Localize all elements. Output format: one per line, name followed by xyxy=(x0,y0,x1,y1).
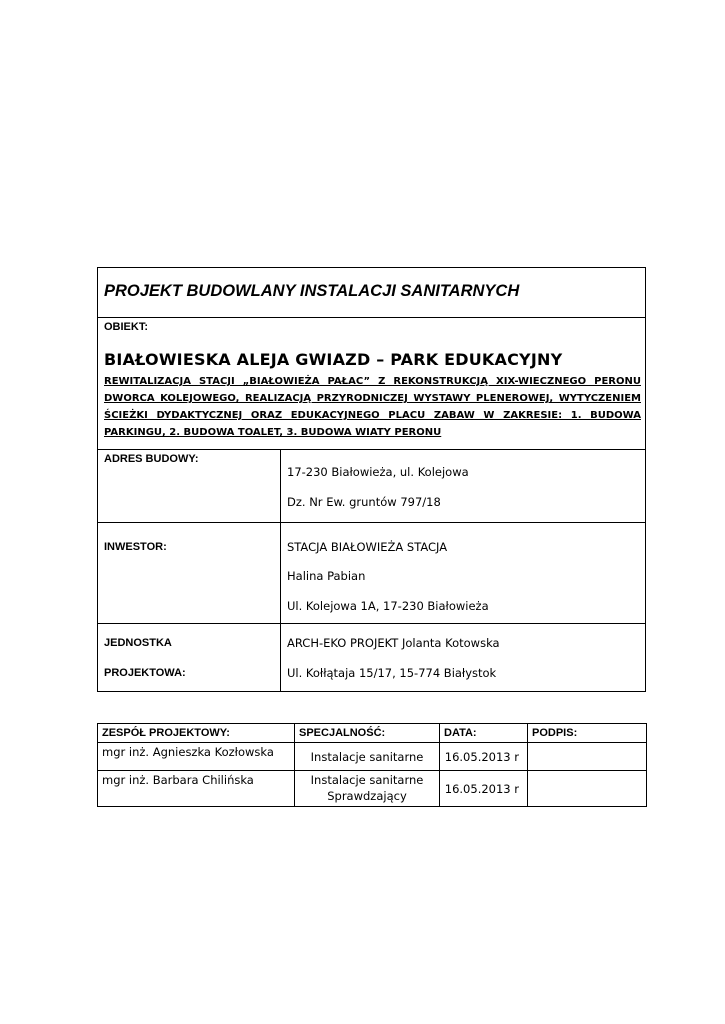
investor-label: INWESTOR: xyxy=(104,541,167,553)
address-line-2: Dz. Nr Ew. gruntów 797/18 xyxy=(287,495,441,509)
table-header-row xyxy=(98,724,647,743)
member-name: mgr inż. Agnieszka Kozłowska xyxy=(98,743,295,771)
design-team-table xyxy=(97,723,647,807)
header-signature: PODPIS: xyxy=(528,724,647,743)
divider xyxy=(98,623,645,624)
member-name: mgr inż. Barbara Chilińska xyxy=(98,771,295,807)
member-signature xyxy=(528,743,647,771)
project-info-box xyxy=(97,267,646,692)
design-unit-line-2: Ul. Kołłątaja 15/17, 15-774 Białystok xyxy=(287,666,497,680)
object-label: OBIEKT: xyxy=(104,321,148,333)
member-specialty xyxy=(295,743,440,771)
object-description: REWITALIZACJA STACJI „BIAŁOWIEŻA PAŁAC” Z REKONSTRUKCJĄ XIX-WIECZNEGO PERONU DWORCA KOLEJOWEGO, REALIZACJĄ PRZYRODNICZEJ WYSTAWY PLENEROWEJ, WYTYCZENIEM ŚCIEŻKI DYDAKTYCZNEJ ORAZ EDUKACYJNEGO PLACU ZABAW W ZAKRESIE: 1. BUDOWA PARKINGU, 2. BUDOWA TOALET, 3. BUDOWA WIATY PERONU xyxy=(104,376,641,438)
header-specialty: SPECJALNOŚĆ: xyxy=(295,724,440,743)
specialty-line: Instalacje sanitarne xyxy=(310,749,424,764)
table-row xyxy=(98,771,647,807)
column-divider xyxy=(280,449,281,692)
member-date: 16.05.2013 r xyxy=(440,743,528,771)
specialty-line: Sprawdzający xyxy=(327,789,407,803)
divider xyxy=(98,522,645,523)
design-unit-line-1: ARCH-EKO PROJEKT Jolanta Kotowska xyxy=(287,636,500,650)
object-name: BIAŁOWIESKA ALEJA GWIAZD – PARK EDUKACYJNY xyxy=(104,350,563,369)
project-title: PROJEKT BUDOWLANY INSTALACJI SANITARNYCH xyxy=(104,282,520,300)
address-line-1: 17-230 Białowieża, ul. Kolejowa xyxy=(287,465,469,479)
member-date: 16.05.2013 r xyxy=(440,771,528,807)
header-team: ZESPÓŁ PROJEKTOWY: xyxy=(98,724,295,743)
member-specialty xyxy=(295,771,440,807)
design-unit-label-1: JEDNOSTKA xyxy=(104,637,172,649)
divider xyxy=(98,449,645,450)
divider xyxy=(98,317,645,318)
design-unit-label-2: PROJEKTOWA: xyxy=(104,667,186,679)
header-date: DATA: xyxy=(440,724,528,743)
table-row xyxy=(98,743,647,771)
address-label: ADRES BUDOWY: xyxy=(104,453,199,465)
investor-line-3: Ul. Kolejowa 1A, 17-230 Białowieża xyxy=(287,599,489,613)
member-signature xyxy=(528,771,647,807)
specialty-line: Instalacje sanitarne xyxy=(310,773,424,787)
investor-line-1: STACJA BIAŁOWIEŻA STACJA xyxy=(287,540,448,554)
investor-line-2: Halina Pabian xyxy=(287,569,366,583)
